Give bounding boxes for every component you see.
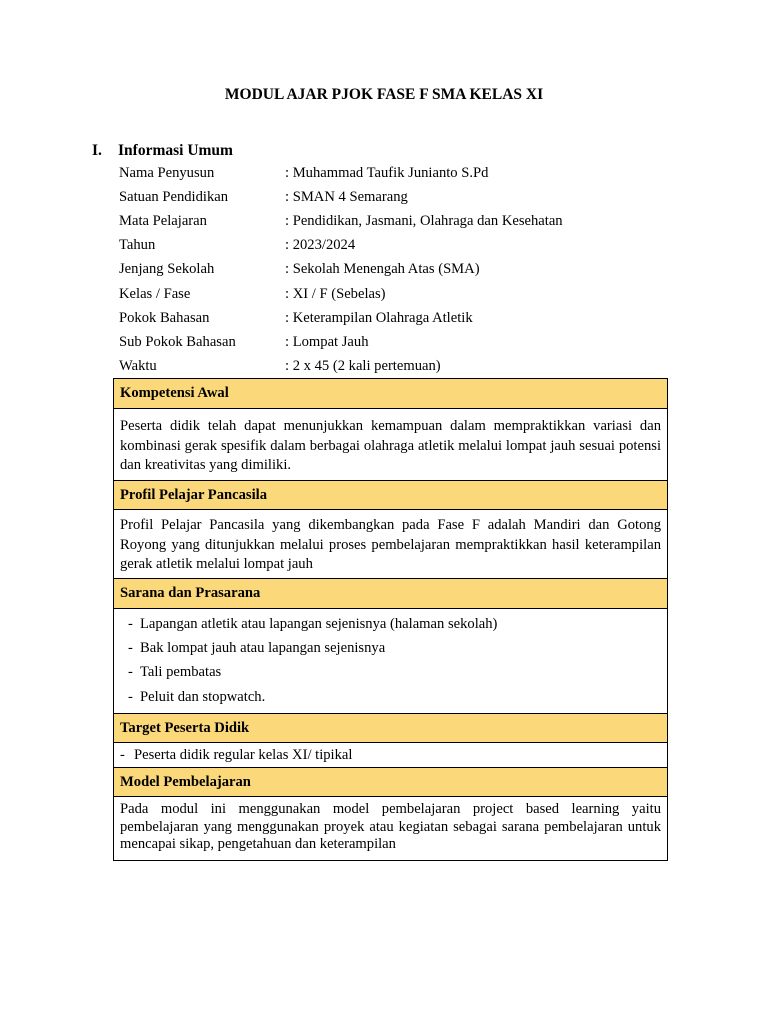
list-item-text: Tali pembatas <box>140 664 222 681</box>
list-item-text: Lapangan atletik atau lapangan sejenisnya (halaman sekolah) <box>140 615 498 632</box>
list-item-text: Peluit dan stopwatch. <box>140 688 266 705</box>
list-item <box>128 685 661 709</box>
info-row <box>119 161 679 185</box>
info-value: : Lompat Jauh <box>285 333 369 350</box>
info-value: : SMAN 4 Semarang <box>285 188 408 205</box>
model-body: Pada modul ini menggunakan model pembelajaran project based learning yaitu pembelajaran yang menggunakan proyek atau kegiatan sebagai sarana pembelajaran untuk mencapai sikap, pengetahuan dan keterampilan <box>120 801 661 853</box>
info-label: Tahun <box>119 237 156 254</box>
info-row <box>119 185 679 209</box>
info-label: Waktu <box>119 358 157 375</box>
target-heading: Target Peserta Didik <box>114 714 667 743</box>
info-label: Nama Penyusun <box>119 164 215 181</box>
list-item-text: Bak lompat jauh atau lapangan sejenisnya <box>140 639 386 656</box>
info-value: : Keterampilan Olahraga Atletik <box>285 309 473 326</box>
info-row <box>119 330 679 354</box>
sarana-heading: Sarana dan Prasarana <box>114 579 667 609</box>
profil-pelajar-heading: Profil Pelajar Pancasila <box>114 481 667 510</box>
info-label: Kelas / Fase <box>119 285 191 302</box>
info-value: : XI / F (Sebelas) <box>285 285 386 302</box>
page-title: MODUL AJAR PJOK FASE F SMA KELAS XI <box>224 86 544 103</box>
list-item <box>128 661 661 685</box>
model-heading: Model Pembelajaran <box>114 768 667 797</box>
kompetensi-awal-heading: Kompetensi Awal <box>114 379 667 409</box>
kompetensi-awal-body: Peserta didik telah dapat menunjukkan kemampuan dalam mempraktikkan variasi dan kombinasi gerak spesifik dalam berbagai olahraga atletik melalui lompat jauh sesuai potensi dan kreativitas yang dimiliki. <box>114 409 667 481</box>
info-label: Mata Pelajaran <box>119 212 207 229</box>
info-row <box>119 282 679 306</box>
dash-mark: - <box>128 688 133 705</box>
section-number: I. <box>92 142 102 159</box>
info-value: : 2 x 45 (2 kali pertemuan) <box>285 358 441 375</box>
info-label: Satuan Pendidikan <box>119 188 229 205</box>
module-table <box>113 378 668 861</box>
info-value: : Muhammad Taufik Junianto S.Pd <box>285 164 489 181</box>
info-value: : Pendidikan, Jasmani, Olahraga dan Kesehatan <box>285 212 563 229</box>
info-value: : Sekolah Menengah Atas (SMA) <box>285 261 480 278</box>
info-row <box>119 234 679 258</box>
info-label: Pokok Bahasan <box>119 309 210 326</box>
dash-mark: - <box>128 664 133 681</box>
profil-pelajar-body: Profil Pelajar Pancasila yang dikembangkan pada Fase F adalah Mandiri dan Gotong Royong yang ditunjukkan melalui proses pembelajaran mempraktikkan hasil keterampilan gerak atletik melalui lompat jauh <box>114 510 667 579</box>
info-value: : 2023/2024 <box>285 237 356 254</box>
info-row <box>119 306 679 330</box>
target-item <box>114 743 667 768</box>
dash-mark: - <box>128 615 133 632</box>
info-list <box>119 161 679 379</box>
info-row <box>119 209 679 233</box>
info-label: Jenjang Sekolah <box>119 261 215 278</box>
sarana-list <box>114 609 667 714</box>
info-row <box>119 258 679 282</box>
list-item <box>128 612 661 636</box>
section-title: Informasi Umum <box>118 142 233 159</box>
list-item <box>128 636 661 660</box>
dash-mark: - <box>120 746 125 763</box>
target-item-text: Peserta didik regular kelas XI/ tipikal <box>134 746 353 763</box>
info-row <box>119 355 679 379</box>
info-label: Sub Pokok Bahasan <box>119 333 236 350</box>
dash-mark: - <box>128 639 133 656</box>
section-heading <box>92 142 233 160</box>
